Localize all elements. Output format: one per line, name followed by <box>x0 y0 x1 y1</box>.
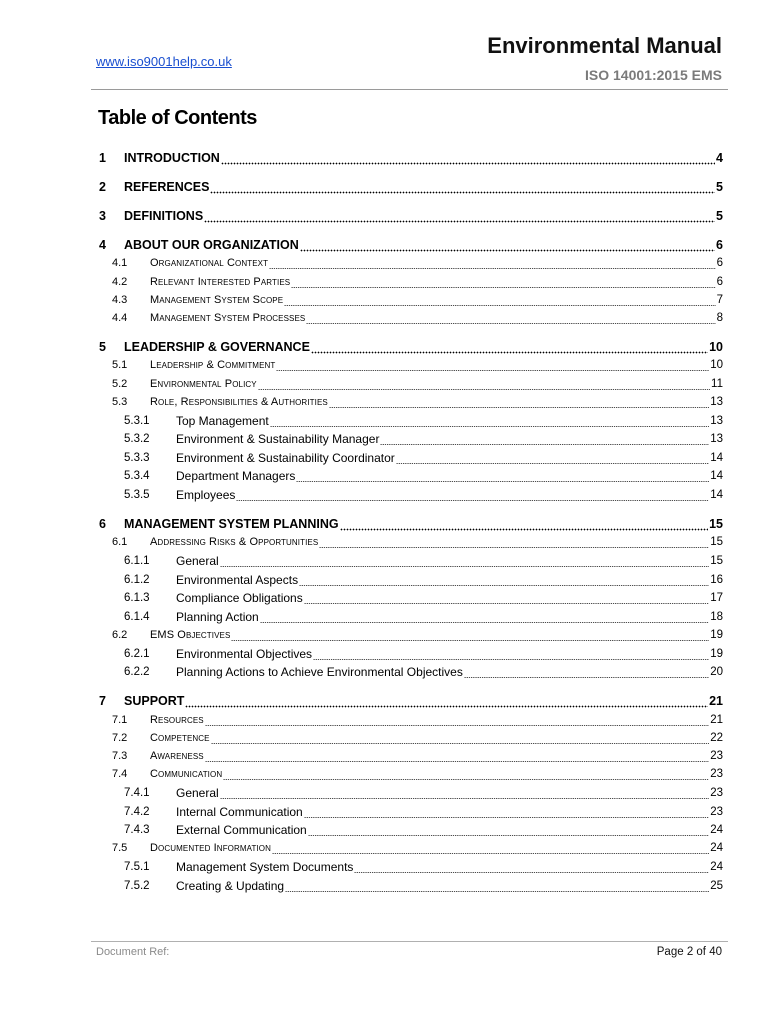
toc-dot-leader <box>258 377 710 391</box>
toc-entry-number: 7.4 <box>112 768 128 781</box>
toc-entry-2[interactable] <box>99 165 723 194</box>
toc-entry-5-3-5[interactable] <box>99 483 723 502</box>
toc-entry-number: 4.1 <box>112 257 128 270</box>
toc-entry-page: 13 <box>710 414 723 427</box>
toc-entry-page: 19 <box>710 647 723 660</box>
toc-dot-leader <box>296 469 709 483</box>
toc-entry-title: Organizational Context <box>150 257 269 270</box>
toc-entry-7-4[interactable] <box>99 763 723 781</box>
toc-entry-6-2[interactable] <box>99 624 723 642</box>
toc-entry-5-3-1[interactable] <box>99 409 723 428</box>
toc-entry-7-5[interactable] <box>99 837 723 855</box>
toc-entry-page: 6 <box>716 257 723 270</box>
toc-entry-6-1-3[interactable] <box>99 587 723 606</box>
toc-entry-page: 13 <box>710 433 723 446</box>
toc-entry-page: 6 <box>716 275 723 288</box>
toc-entry-number: 5.3.5 <box>124 489 150 502</box>
toc-entry-page: 10 <box>710 359 723 372</box>
toc-dot-leader <box>204 209 715 223</box>
toc-dot-leader <box>270 414 709 428</box>
toc-dot-leader <box>284 293 715 307</box>
toc-entry-number: 5.3.4 <box>124 470 150 483</box>
toc-entry-number: 7.4.2 <box>124 805 150 818</box>
toc-entry-page: 21 <box>709 694 723 709</box>
toc-entry-7-1[interactable] <box>99 708 723 726</box>
toc-entry-number: 6.1.2 <box>124 573 150 586</box>
toc-entry-4[interactable] <box>99 223 723 252</box>
toc-entry-number: 6.2 <box>112 629 128 642</box>
toc-dot-leader <box>205 713 709 727</box>
toc-entry-page: 8 <box>716 312 723 325</box>
toc-entry-page: 13 <box>710 396 723 409</box>
toc-entry-number: 4.2 <box>112 275 128 288</box>
toc-dot-leader <box>306 311 715 325</box>
toc-entry-title: ABOUT OUR ORGANIZATION <box>124 238 299 252</box>
toc-entry-7-3[interactable] <box>99 745 723 763</box>
toc-entry-number: 5.3.3 <box>124 451 150 464</box>
toc-entry-title: Addressing Risks & Opportunities <box>150 536 319 549</box>
toc-entry-page: 16 <box>710 573 723 586</box>
toc-entry-page: 19 <box>710 629 723 642</box>
toc-entry-number: 7.4.1 <box>124 786 150 799</box>
toc-entry-4-1[interactable] <box>99 252 723 270</box>
toc-entry-title: Relevant Interested Parties <box>150 275 291 288</box>
toc-dot-leader <box>319 535 709 549</box>
toc-entry-number: 7.2 <box>112 731 128 744</box>
toc-entry-title: Environment & Sustainability Coordinator <box>176 450 395 465</box>
toc-entry-title: INTRODUCTION <box>124 151 220 165</box>
toc-entry-title: Environmental Policy <box>150 377 257 390</box>
toc-dot-leader <box>220 554 710 568</box>
toc-entry-page: 5 <box>716 180 723 194</box>
toc-entry-page: 6 <box>716 238 723 252</box>
toc-entry-title: External Communication <box>176 823 307 838</box>
toc-entry-4-4[interactable] <box>99 307 723 325</box>
toc-entry-5-3-2[interactable] <box>99 428 723 447</box>
toc-entry-7-4-2[interactable] <box>99 800 723 819</box>
toc-dot-leader <box>276 358 709 372</box>
toc-entry-7-2[interactable] <box>99 727 723 745</box>
toc-entry-page: 23 <box>710 786 723 799</box>
toc-dot-leader <box>269 256 716 270</box>
toc-entry-page: 24 <box>710 861 723 874</box>
toc-entry-7-5-2[interactable] <box>99 874 723 893</box>
toc-entry-page: 20 <box>710 666 723 679</box>
toc-dot-leader <box>211 731 710 745</box>
toc-entry-page: 23 <box>710 750 723 763</box>
toc-dot-leader <box>304 591 709 605</box>
toc-entry-title: General <box>176 785 219 800</box>
toc-entry-title: Environmental Aspects <box>176 572 299 587</box>
toc-entry-number: 6.2.1 <box>124 647 150 660</box>
toc-entry-title: Creating & Updating <box>176 878 285 893</box>
table-of-contents <box>99 136 723 893</box>
toc-dot-leader <box>231 628 709 642</box>
toc-entry-6-1-4[interactable] <box>99 605 723 624</box>
toc-entry-page: 18 <box>710 610 723 623</box>
toc-dot-leader <box>304 805 709 819</box>
toc-dot-leader <box>300 238 715 252</box>
toc-dot-leader <box>260 610 709 624</box>
toc-entry-6[interactable] <box>99 502 723 531</box>
toc-entry-number: 7.3 <box>112 750 128 763</box>
toc-dot-leader <box>220 786 710 800</box>
toc-entry-number: 7.1 <box>112 713 128 726</box>
toc-entry-number: 4.4 <box>112 312 128 325</box>
toc-dot-leader <box>396 451 709 465</box>
toc-entry-title: Internal Communication <box>176 804 303 819</box>
toc-entry-title: REFERENCES <box>124 180 210 194</box>
toc-entry-page: 21 <box>710 713 723 726</box>
toc-entry-5[interactable] <box>99 325 723 354</box>
toc-entry-title: DEFINITIONS <box>124 209 204 223</box>
toc-dot-leader <box>291 275 715 289</box>
toc-entry-6-2-2[interactable] <box>99 661 723 680</box>
toc-dot-leader <box>221 151 715 165</box>
toc-entry-title: Competence <box>150 731 210 744</box>
toc-entry-number: 6 <box>99 517 106 532</box>
toc-entry-title: Resources <box>150 713 204 726</box>
toc-entry-number: 7.5.1 <box>124 861 150 874</box>
toc-dot-leader <box>464 665 709 679</box>
toc-entry-4-2[interactable] <box>99 270 723 288</box>
toc-heading: Table of Contents <box>98 107 257 129</box>
toc-entry-5-2[interactable] <box>99 372 723 390</box>
toc-entry-page: 10 <box>709 340 723 355</box>
toc-dot-leader <box>272 841 709 855</box>
toc-dot-leader <box>340 517 709 531</box>
toc-entry-title: Leadership & Commitment <box>150 359 276 372</box>
toc-entry-title: Management System Scope <box>150 293 284 306</box>
toc-entry-title: Documented Information <box>150 842 271 855</box>
toc-entry-number: 6.2.2 <box>124 666 150 679</box>
toc-entry-page: 24 <box>710 842 723 855</box>
toc-entry-title: Communication <box>150 768 223 781</box>
toc-dot-leader <box>285 879 709 893</box>
toc-dot-leader <box>210 180 715 194</box>
toc-entry-page: 15 <box>710 536 723 549</box>
toc-entry-number: 7.5.2 <box>124 879 150 892</box>
manual-title: Environmental Manual <box>487 33 722 58</box>
toc-entry-page: 4 <box>716 151 723 165</box>
toc-entry-title: Top Management <box>176 413 269 428</box>
toc-entry-1[interactable] <box>99 136 723 165</box>
toc-entry-6-1-1[interactable] <box>99 549 723 568</box>
toc-entry-page: 14 <box>710 470 723 483</box>
toc-entry-number: 5.1 <box>112 359 128 372</box>
toc-dot-leader <box>308 823 709 837</box>
toc-entry-6-1[interactable] <box>99 531 723 549</box>
toc-entry-7-5-1[interactable] <box>99 855 723 874</box>
toc-entry-page: 11 <box>711 377 723 390</box>
toc-entry-number: 5.2 <box>112 377 128 390</box>
toc-entry-number: 2 <box>99 180 106 194</box>
toc-entry-5-3-3[interactable] <box>99 446 723 465</box>
toc-dot-leader <box>313 647 709 661</box>
toc-entry-number: 5 <box>99 340 106 355</box>
standard-subtitle: ISO 14001:2015 EMS <box>585 67 722 83</box>
toc-dot-leader <box>223 767 709 781</box>
toc-entry-number: 5.3.1 <box>124 414 150 427</box>
toc-entry-3[interactable] <box>99 194 723 223</box>
toc-entry-4-3[interactable] <box>99 289 723 307</box>
toc-dot-leader <box>299 573 709 587</box>
toc-entry-number: 6.1 <box>112 536 128 549</box>
toc-entry-title: Role, Responsibilities & Authorities <box>150 396 328 409</box>
toc-entry-page: 7 <box>716 293 723 306</box>
toc-entry-number: 4.3 <box>112 293 128 306</box>
toc-entry-number: 6.1.3 <box>124 592 150 605</box>
toc-entry-page: 15 <box>709 517 723 532</box>
toc-entry-page: 15 <box>710 554 723 567</box>
toc-dot-leader <box>236 488 709 502</box>
toc-entry-number: 7.4.3 <box>124 824 150 837</box>
toc-entry-6-2-1[interactable] <box>99 642 723 661</box>
header-divider <box>91 89 728 90</box>
toc-entry-title: Compliance Obligations <box>176 591 303 606</box>
toc-entry-5-1[interactable] <box>99 354 723 372</box>
toc-entry-number: 7.5 <box>112 842 128 855</box>
toc-entry-page: 5 <box>716 209 723 223</box>
toc-entry-title: Planning Actions to Achieve Environmental Objectives <box>176 665 463 680</box>
toc-entry-5-3-4[interactable] <box>99 465 723 484</box>
toc-dot-leader <box>185 694 708 708</box>
footer-divider <box>91 941 728 942</box>
toc-entry-number: 5.3 <box>112 396 128 409</box>
toc-entry-title: SUPPORT <box>124 694 185 709</box>
toc-entry-title: LEADERSHIP & GOVERNANCE <box>124 340 310 355</box>
toc-entry-page: 24 <box>710 824 723 837</box>
toc-entry-7-4-3[interactable] <box>99 819 723 838</box>
toc-entry-number: 7 <box>99 694 106 709</box>
toc-entry-title: Management System Processes <box>150 312 306 325</box>
toc-entry-number: 1 <box>99 151 106 165</box>
website-link[interactable]: www.iso9001help.co.uk <box>96 54 232 69</box>
toc-entry-title: Employees <box>176 488 236 503</box>
toc-entry-page: 14 <box>710 489 723 502</box>
toc-entry-title: Environment & Sustainability Manager <box>176 432 380 447</box>
toc-entry-page: 23 <box>710 768 723 781</box>
toc-entry-page: 22 <box>710 731 723 744</box>
toc-entry-number: 6.1.4 <box>124 610 150 623</box>
toc-entry-title: Environmental Objectives <box>176 646 313 661</box>
toc-entry-number: 4 <box>99 238 106 252</box>
toc-dot-leader <box>311 340 708 354</box>
toc-entry-title: MANAGEMENT SYSTEM PLANNING <box>124 517 339 532</box>
toc-entry-number: 6.1.1 <box>124 554 150 567</box>
toc-entry-page: 25 <box>710 879 723 892</box>
toc-entry-title: Planning Action <box>176 609 259 624</box>
toc-entry-title: General <box>176 553 219 568</box>
toc-dot-leader <box>329 395 709 409</box>
toc-entry-title: Department Managers <box>176 469 296 484</box>
toc-entry-6-1-2[interactable] <box>99 568 723 587</box>
toc-entry-title: Management System Documents <box>176 860 354 875</box>
toc-dot-leader <box>205 749 709 763</box>
toc-entry-title: EMS Objectives <box>150 629 231 642</box>
toc-entry-7-4-1[interactable] <box>99 781 723 800</box>
page-number: Page 2 of 40 <box>656 946 722 958</box>
toc-dot-leader <box>380 432 709 446</box>
toc-entry-number: 5.3.2 <box>124 433 150 446</box>
toc-dot-leader <box>354 860 709 874</box>
toc-entry-5-3[interactable] <box>99 391 723 409</box>
toc-entry-page: 23 <box>710 805 723 818</box>
toc-entry-title: Awareness <box>150 750 204 763</box>
toc-entry-7[interactable] <box>99 679 723 708</box>
document-ref: Document Ref: <box>96 946 170 958</box>
toc-entry-number: 3 <box>99 209 106 223</box>
toc-entry-page: 17 <box>710 592 723 605</box>
toc-entry-page: 14 <box>710 451 723 464</box>
